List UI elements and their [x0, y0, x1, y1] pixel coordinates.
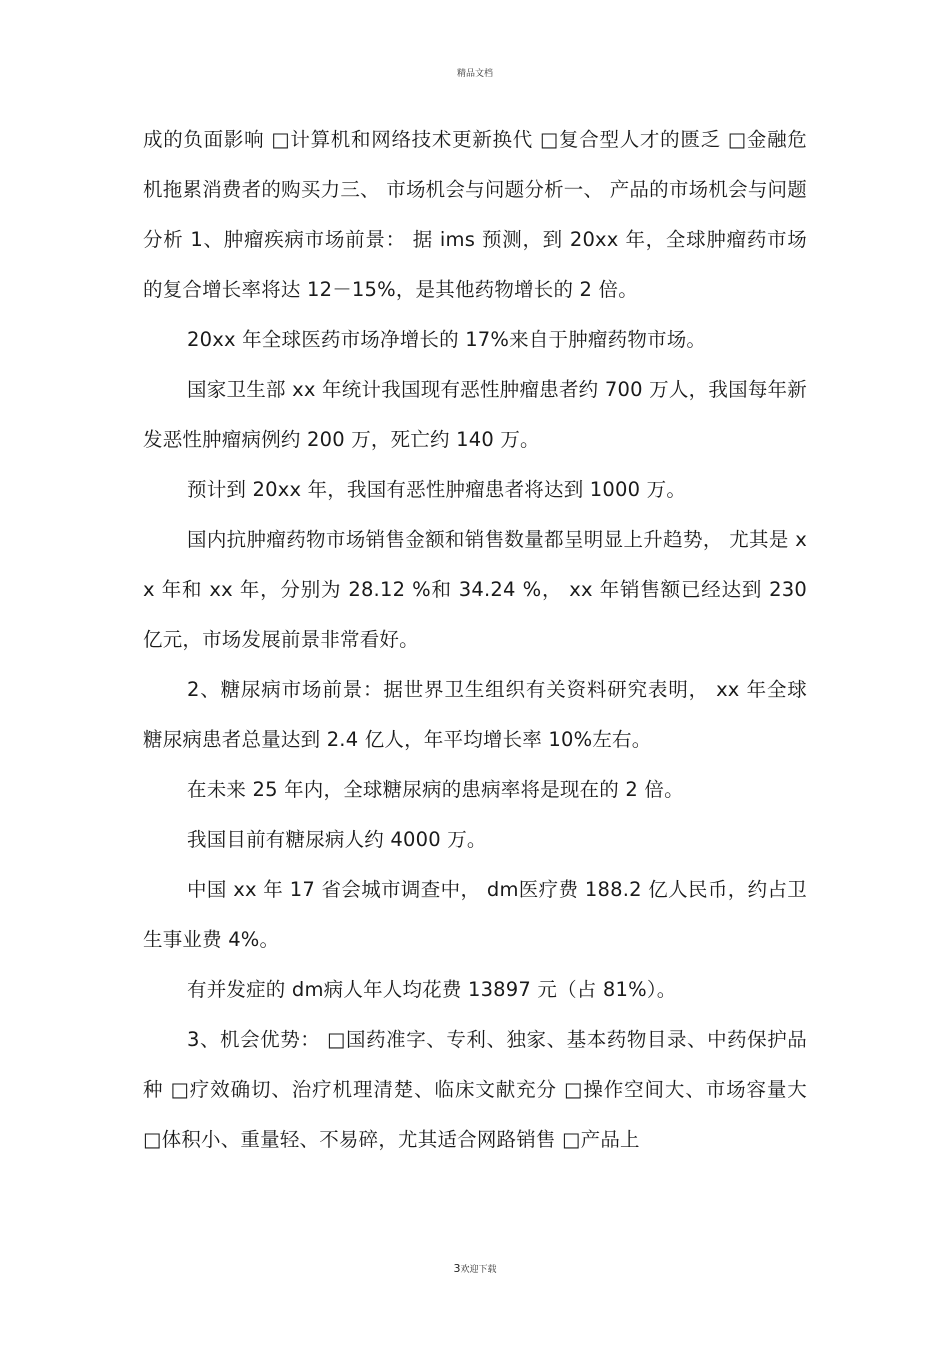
document-body	[143, 115, 807, 1165]
paragraph-9: 中国 xx 年 17 省会城市调查中， dm医疗费 188.2 亿人民币，约占卫生事业费 4%。	[143, 878, 807, 951]
paragraph-4: 预计到 20xx 年，我国有恶性肿瘤患者将达到 1000 万。	[187, 478, 687, 501]
paragraph-2: 20xx 年全球医药市场净增长的 17%来自于肿瘤药物市场。	[187, 328, 707, 351]
footer-note: 欢迎下载	[460, 1265, 497, 1275]
paragraph-10: 有并发症的 dm病人年人均花费 13897 元（占 81%）。	[187, 978, 677, 1001]
paragraph-11: 3、机会优势： □国药准字、专利、独家、基本药物目录、中药保护品种 □疗效确切、治疗机理清楚、临床文献充分 □操作空间大、市场容量大 □体积小、重量轻、不易碎，尤其适合网路销售 □产品上	[143, 1028, 807, 1151]
header-note: 精品文档	[456, 69, 493, 79]
paragraph-1: 成的负面影响 □计算机和网络技术更新换代 □复合型人才的匮乏 □金融危机拖累消费者的购买力三、 市场机会与问题分析一、 产品的市场机会与问题分析 1、肿瘤疾病市场前景： 据 ims 预测，到 20xx 年，全球肿瘤药市场的复合增长率将达 12－15%，是其他药物增长的 2 倍。	[143, 128, 807, 301]
paragraph-6: 2、糖尿病市场前景：据世界卫生组织有关资料研究表明， xx 年全球糖尿病患者总量达到 2.4 亿人，年平均增长率 10%左右。	[143, 678, 807, 751]
page-footer	[0, 1262, 950, 1275]
paragraph-3: 国家卫生部 xx 年统计我国现有恶性肿瘤患者约 700 万人，我国每年新发恶性肿瘤病例约 200 万，死亡约 140 万。	[143, 378, 807, 451]
paragraph-7: 在未来 25 年内，全球糖尿病的患病率将是现在的 2 倍。	[187, 778, 684, 801]
page-number: 3	[453, 1262, 461, 1275]
paragraph-5: 国内抗肿瘤药物市场销售金额和销售数量都呈明显上升趋势， 尤其是 xx 年和 xx 年，分别为 28.12 %和 34.24 %， xx 年销售额已经达到 230 亿元，市场发展前景非常看好。	[143, 528, 807, 651]
paragraph-8: 我国目前有糖尿病人约 4000 万。	[187, 828, 487, 851]
